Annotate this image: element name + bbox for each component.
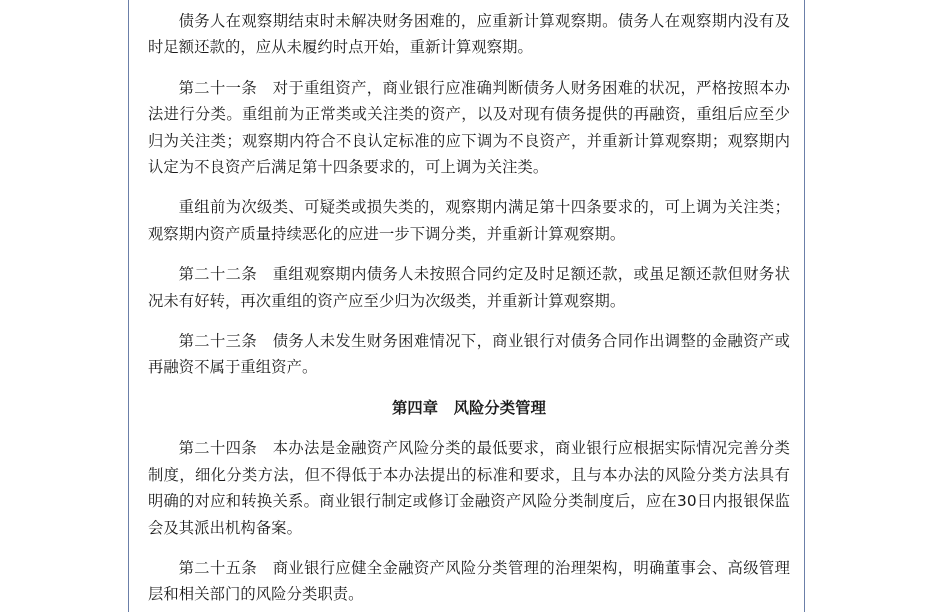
article-body (148, 8, 790, 612)
paragraph-article-25: 第二十五条 商业银行应健全金融资产风险分类管理的治理架构，明确董事会、高级管理层和相关部门的风险分类职责。 (148, 558, 790, 604)
chapter-heading: 第四章 风险分类管理 (392, 398, 546, 417)
paragraph-article-23: 第二十三条 债务人未发生财务困难情况下，商业银行对债务合同作出调整的金融资产或再融资不属于重组资产。 (148, 332, 790, 377)
paragraph-article-21: 第二十一条 对于重组资产，商业银行应准确判断债务人财务困难的状况，严格按照本办法进行分类。重组前为正常类或关注类的资产，以及对现有债务提供的再融资，重组后应至少归为关注类；观察期内符合不良认定标准的应下调为不良资产，并重新计算观察期；观察期内认定为不良资产后满足第十四条要求的，可上调为关注类。 (148, 78, 790, 177)
paragraph-article-24: 第二十四条 本办法是金融资产风险分类的最低要求，商业银行应根据实际情况完善分类制度，细化分类方法，但不得低于本办法提出的标准和要求，且与本办法的风险分类方法具有明确的对应和转换关系。商业银行制定或修订金融资产风险分类制度后，应在30日内报银保监会及其派出机构备案。 (148, 439, 790, 537)
paragraph-article-22: 第二十二条 重组观察期内债务人未按照合同约定及时足额还款，或虽足额还款但财务状况未有好转，再次重组的资产应至少归为次级类，并重新计算观察期。 (148, 265, 790, 310)
paragraph-restructure-prior-class: 重组前为次级类、可疑类或损失类的，观察期内满足第十四条要求的，可上调为关注类；观察期内资产质量持续恶化的应进一步下调分类，并重新计算观察期。 (148, 198, 790, 243)
paragraph-observation-period: 债务人在观察期结束时未解决财务困难的，应重新计算观察期。债务人在观察期内没有及时足额还款的，应从未履约时点开始，重新计算观察期。 (148, 12, 790, 57)
